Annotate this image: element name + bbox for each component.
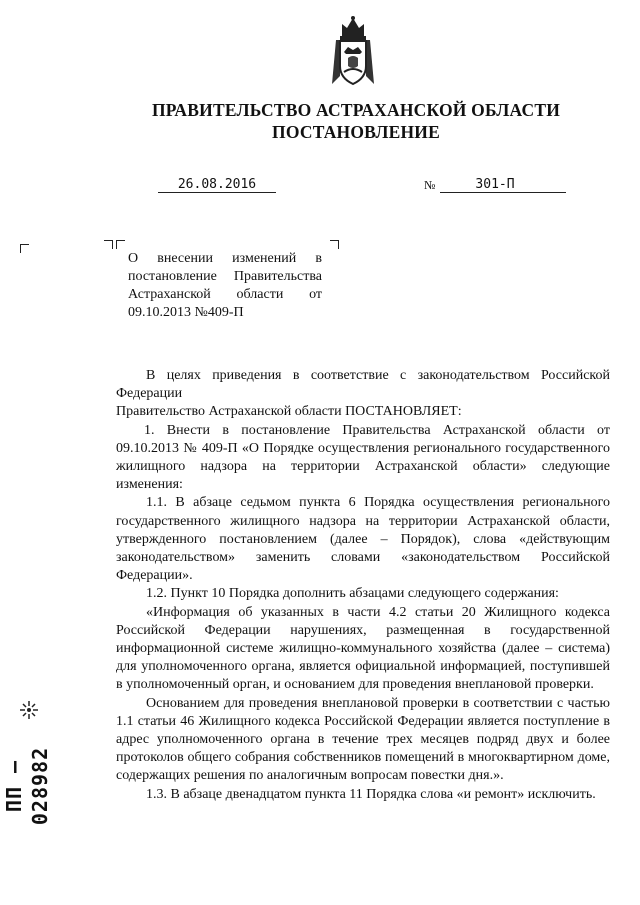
subject-line: Астраханской области от (128, 287, 322, 302)
number-sign: № (424, 178, 436, 192)
paragraph-item-1-2: 1.2. Пункт 10 Порядка дополнить абзацами следующего содержания: (146, 586, 559, 602)
serial-stamp: ПП – 028982 (2, 746, 52, 826)
paragraph-resolves: Правительство Астраханской области ПОСТАНОВЛЯЕТ: (116, 404, 462, 420)
document-subject (128, 250, 322, 322)
government-title: ПРАВИТЕЛЬСТВО АСТРАХАНСКОЙ ОБЛАСТИ (151, 100, 561, 120)
paragraph-item-1-3: 1.3. В абзаце двенадцатом пункта 11 Порядка слова «и ремонт» исключить. (146, 786, 596, 802)
seal-mark-icon (19, 700, 39, 720)
coat-of-arms-icon (324, 14, 382, 90)
document-date: 26.08.2016 (158, 178, 276, 193)
corner-mark (116, 240, 125, 249)
subject-line: О внесении изменений в (128, 251, 322, 266)
document-type: ПОСТАНОВЛЕНИЕ (272, 122, 440, 142)
corner-mark (330, 240, 339, 249)
paragraph-quote-2: Основанием для проведения внеплановой проверки в соответствии с частью 1.1 статьи 46 Жилищного кодекса Российской Федерации является поступление в адрес уполномоченного органа в течение трех месяцев подряд двух и более протоколов общего собрания собственников помещений в многоквартирном доме, содержащих решения по аналогичным вопросам повестки дня.». (116, 695, 610, 784)
paragraph-item-1-1: 1.1. В абзаце седьмом пункта 6 Порядка осуществления регионального государственного жилищного надзора на территории Астраханской области, утвержденного постановлением (далее – Порядок), слова «действующим законодательством» заменить словами «законодательством Российской Федерации». (116, 495, 610, 584)
subject-line: 09.10.2013 №409-П (128, 305, 244, 320)
subject-line: постановление Правительства (128, 269, 322, 284)
document-body (116, 367, 610, 804)
corner-mark (20, 244, 29, 253)
document-number: 301-П (440, 178, 566, 193)
paragraph-item-1: 1. Внести в постановление Правительства Астраханской области от 09.10.2013 № 409-П «О Порядке осуществления регионального государственного жилищного надзора на территории Астраханской области» следующие изменения: (116, 422, 610, 493)
corner-mark (104, 240, 113, 249)
paragraph-preamble: В целях приведения в соответствие с законодательством Российской Федерации (116, 368, 610, 402)
paragraph-quote-1: «Информация об указанных в части 4.2 статьи 20 Жилищного кодекса Российской Федерации нарушениях, размещенная в государственной информационной системе жилищно-коммунального хозяйства (далее – система) для уполномоченного органа, является официальной информацией, поступившей в уполномоченный орган, и основанием для проведения внеплановой проверки. (116, 604, 610, 693)
